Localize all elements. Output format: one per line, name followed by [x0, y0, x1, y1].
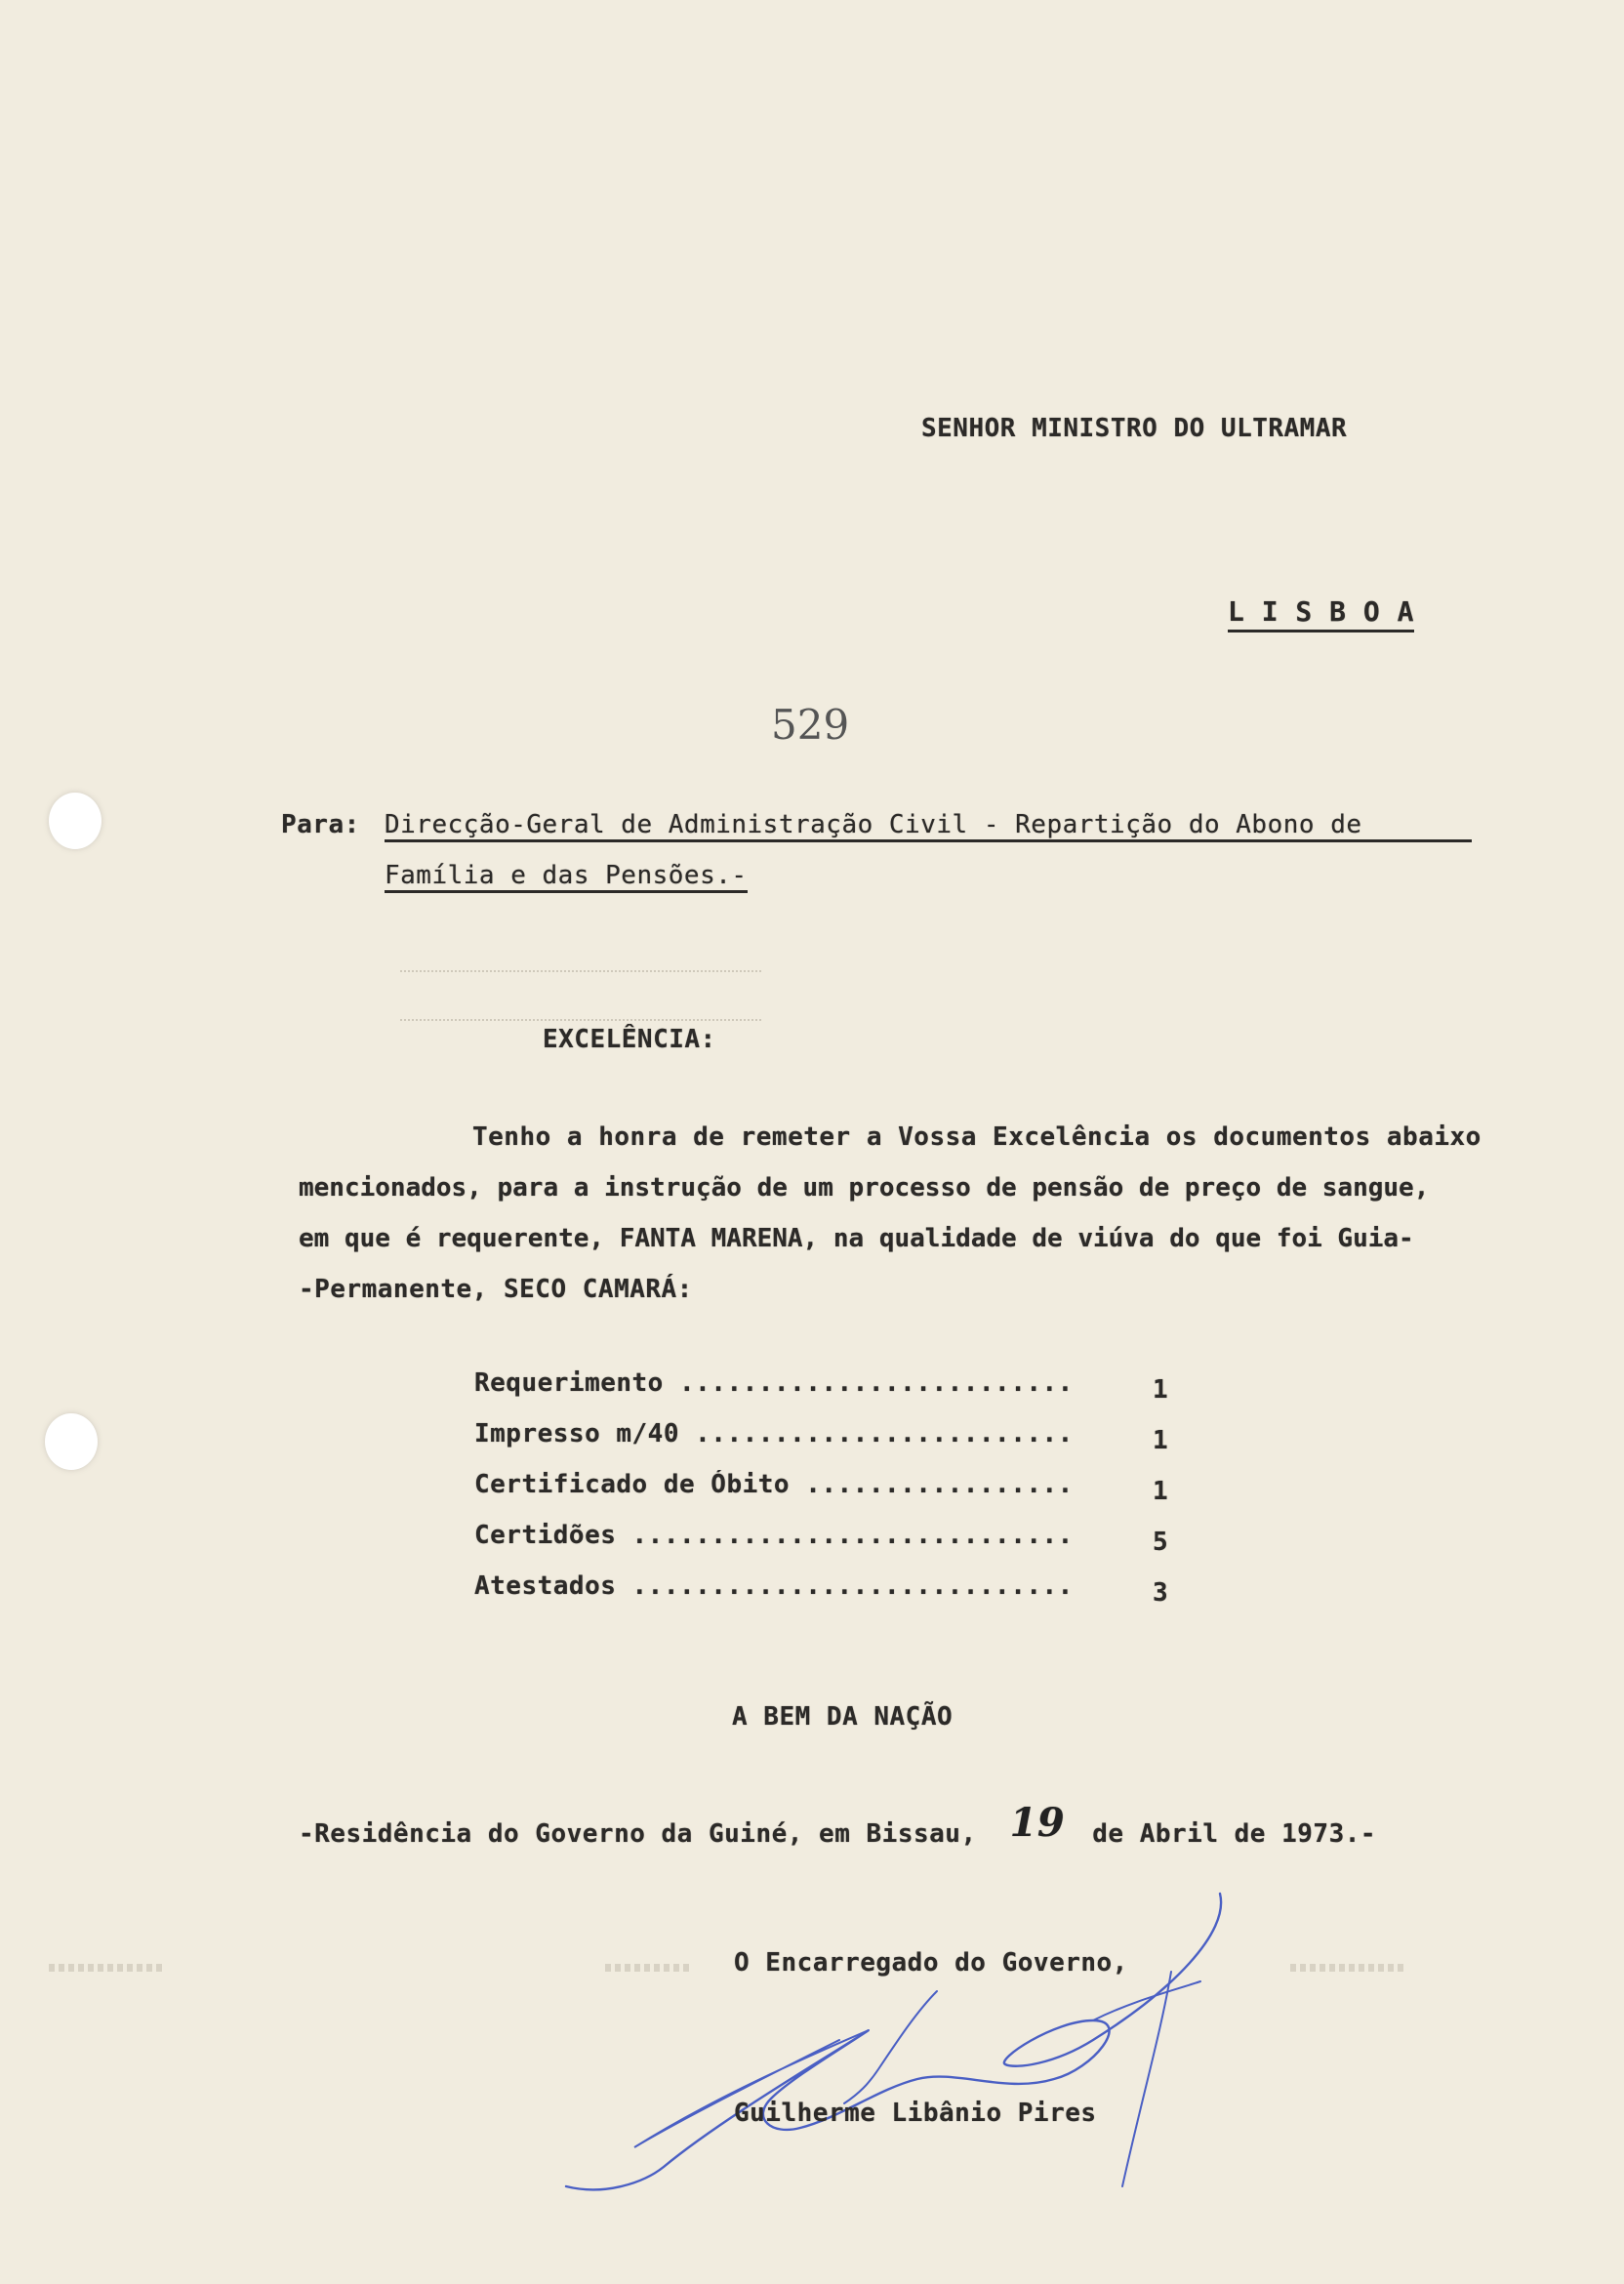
item-label: Impresso m/40 ........................: [474, 1419, 1074, 1448]
item-label: Certidões ............................: [474, 1521, 1074, 1550]
place-line: [299, 1800, 1377, 1852]
faint-dotted-line: [400, 970, 761, 972]
item-count: 1: [1153, 1375, 1169, 1405]
margin-mark: [49, 1964, 164, 1972]
recipient-line-2: Família e das Pensões.-: [385, 861, 748, 893]
list-item: [474, 1470, 1168, 1506]
item-count: 1: [1153, 1426, 1169, 1455]
city-heading: L I S B O A: [1228, 595, 1414, 632]
item-label: Requerimento .........................: [474, 1368, 1074, 1398]
place-prefix: -Residência do Governo da Guiné, em Bissau,: [299, 1819, 977, 1849]
reference-number: 529: [771, 701, 850, 749]
handwritten-day: 19: [1009, 1800, 1066, 1846]
margin-mark: [1290, 1964, 1407, 1972]
recipient-line-1: Direcção-Geral de Administração Civil - Repartição do Abono de: [385, 810, 1472, 842]
place-suffix: de Abril de 1973.-: [1092, 1819, 1377, 1849]
item-count: 3: [1153, 1578, 1169, 1608]
body-line-1: Tenho a honra de remeter a Vossa Excelência os documentos abaixo: [472, 1122, 1482, 1152]
body-line-4: -Permanente, SECO CAMARÁ:: [299, 1275, 693, 1304]
faint-dotted-line: [400, 1019, 761, 1021]
item-label: Atestados ............................: [474, 1571, 1074, 1601]
item-count: 5: [1153, 1528, 1169, 1557]
list-item: [474, 1419, 1168, 1455]
body-line-2: mencionados, para a instrução de um processo de pensão de preço de sangue,: [299, 1173, 1430, 1203]
signatory-name: Guilherme Libânio Pires: [734, 2099, 1097, 2128]
addressee: SENHOR MINISTRO DO ULTRAMAR: [921, 414, 1348, 443]
to-label: Para:: [281, 810, 360, 839]
punch-hole-bottom: [45, 1413, 98, 1470]
punch-hole-top: [49, 793, 102, 849]
salutation: EXCELÊNCIA:: [543, 1025, 716, 1054]
item-count: 1: [1153, 1477, 1169, 1506]
item-label: Certificado de Óbito .................: [474, 1470, 1074, 1499]
list-item: [474, 1571, 1168, 1608]
closing-formula: A BEM DA NAÇÃO: [732, 1702, 954, 1732]
list-item: [474, 1368, 1168, 1405]
body-line-3: em que é requerente, FANTA MARENA, na qualidade de viúva do que foi Guia-: [299, 1224, 1414, 1253]
list-item: [474, 1521, 1168, 1557]
signature-mark: [547, 1874, 1249, 2206]
signatory-title: O Encarregado do Governo,: [734, 1948, 1128, 1978]
